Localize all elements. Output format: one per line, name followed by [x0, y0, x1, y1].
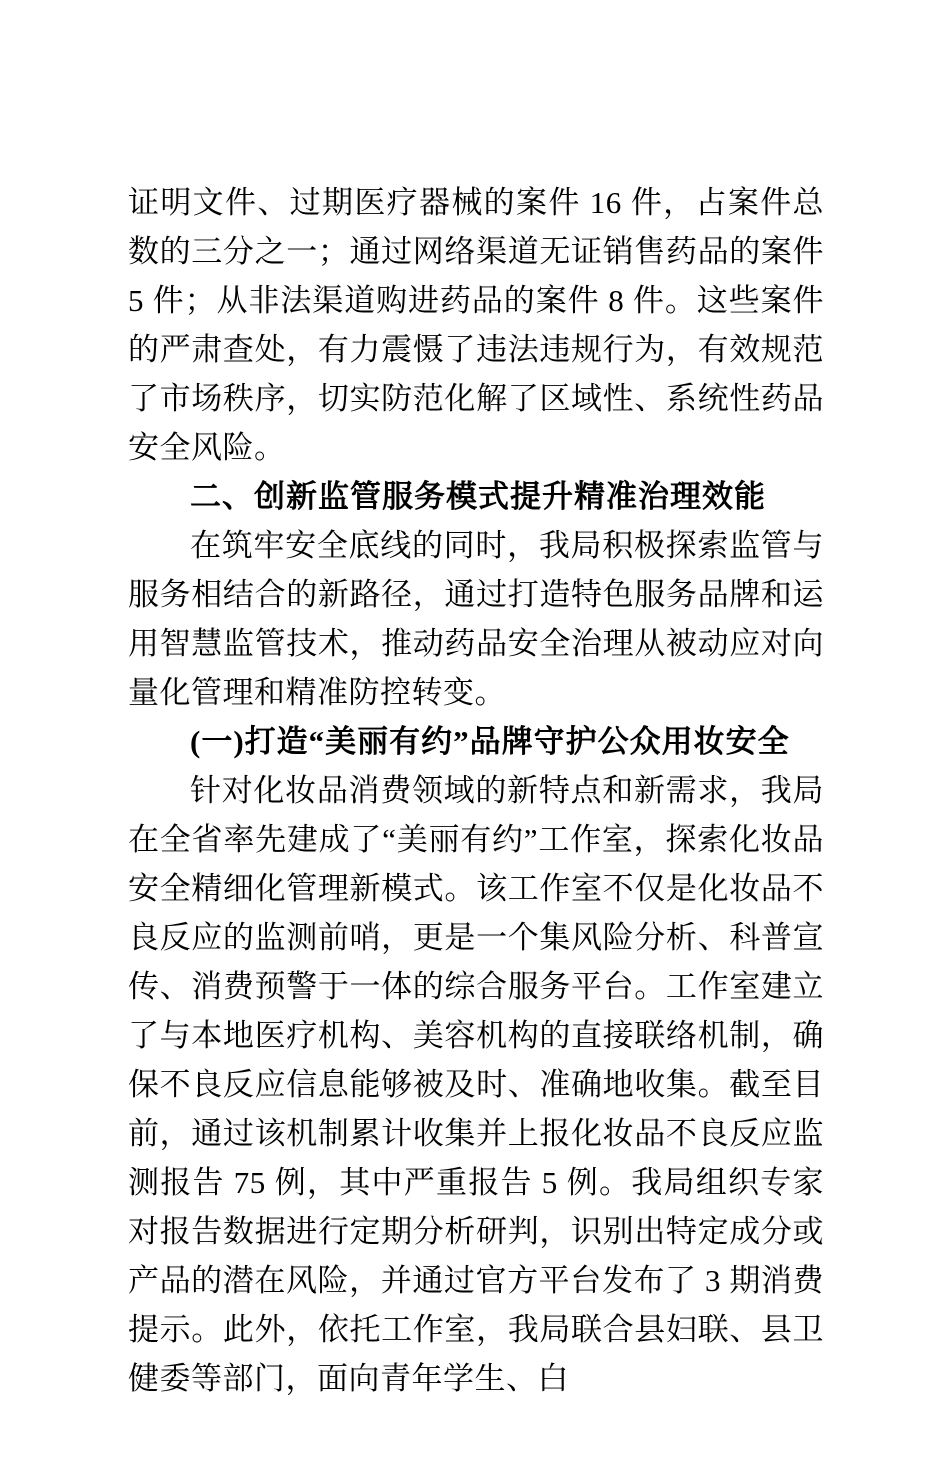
section-heading: 二、创新监管服务模式提升精准治理效能 [190, 479, 766, 514]
subsection-heading: (一)打造“美丽有约”品牌守护公众用妆安全 [190, 724, 790, 759]
paragraph-subsection-body: 针对化妆品消费领域的新特点和新需求，我局在全省率先建成了“美丽有约”工作室，探索化妆品安全精细化管理新模式。该工作室不仅是化妆品不良反应的监测前哨，更是一个集风险分析、科普宣传、消费预警于一体的综合服务平台。工作室建立了与本地医疗机构、美容机构的直接联络机制，确保不良反应信息能够被及时、准确地收集。截至目前，通过该机制累计收集并上报化妆品不良反应监测报告 75 例，其中严重报告 5 例。我局组织专家对报告数据进行定期分析研判，识别出特定成分或产品的潜在风险，并通过官方平台发布了 3 期消费提示。此外，依托工作室，我局联合县妇联、县卫健委等部门，面向青年学生、白 [128, 773, 824, 1396]
paragraph-section-intro: 在筑牢安全底线的同时，我局积极探索监管与服务相结合的新路径，通过打造特色服务品牌和运用智慧监管技术，推动药品安全治理从被动应对向量化管理和精准防控转变。 [128, 528, 824, 710]
paragraph-continuation: 证明文件、过期医疗器械的案件 16 件，占案件总数的三分之一；通过网络渠道无证销售药品的案件 5 件；从非法渠道购进药品的案件 8 件。这些案件的严肃查处，有力震慑了违法违规行为，有效规范了市场秩序，切实防范化解了区域性、系统性药品安全风险。 [128, 185, 824, 465]
